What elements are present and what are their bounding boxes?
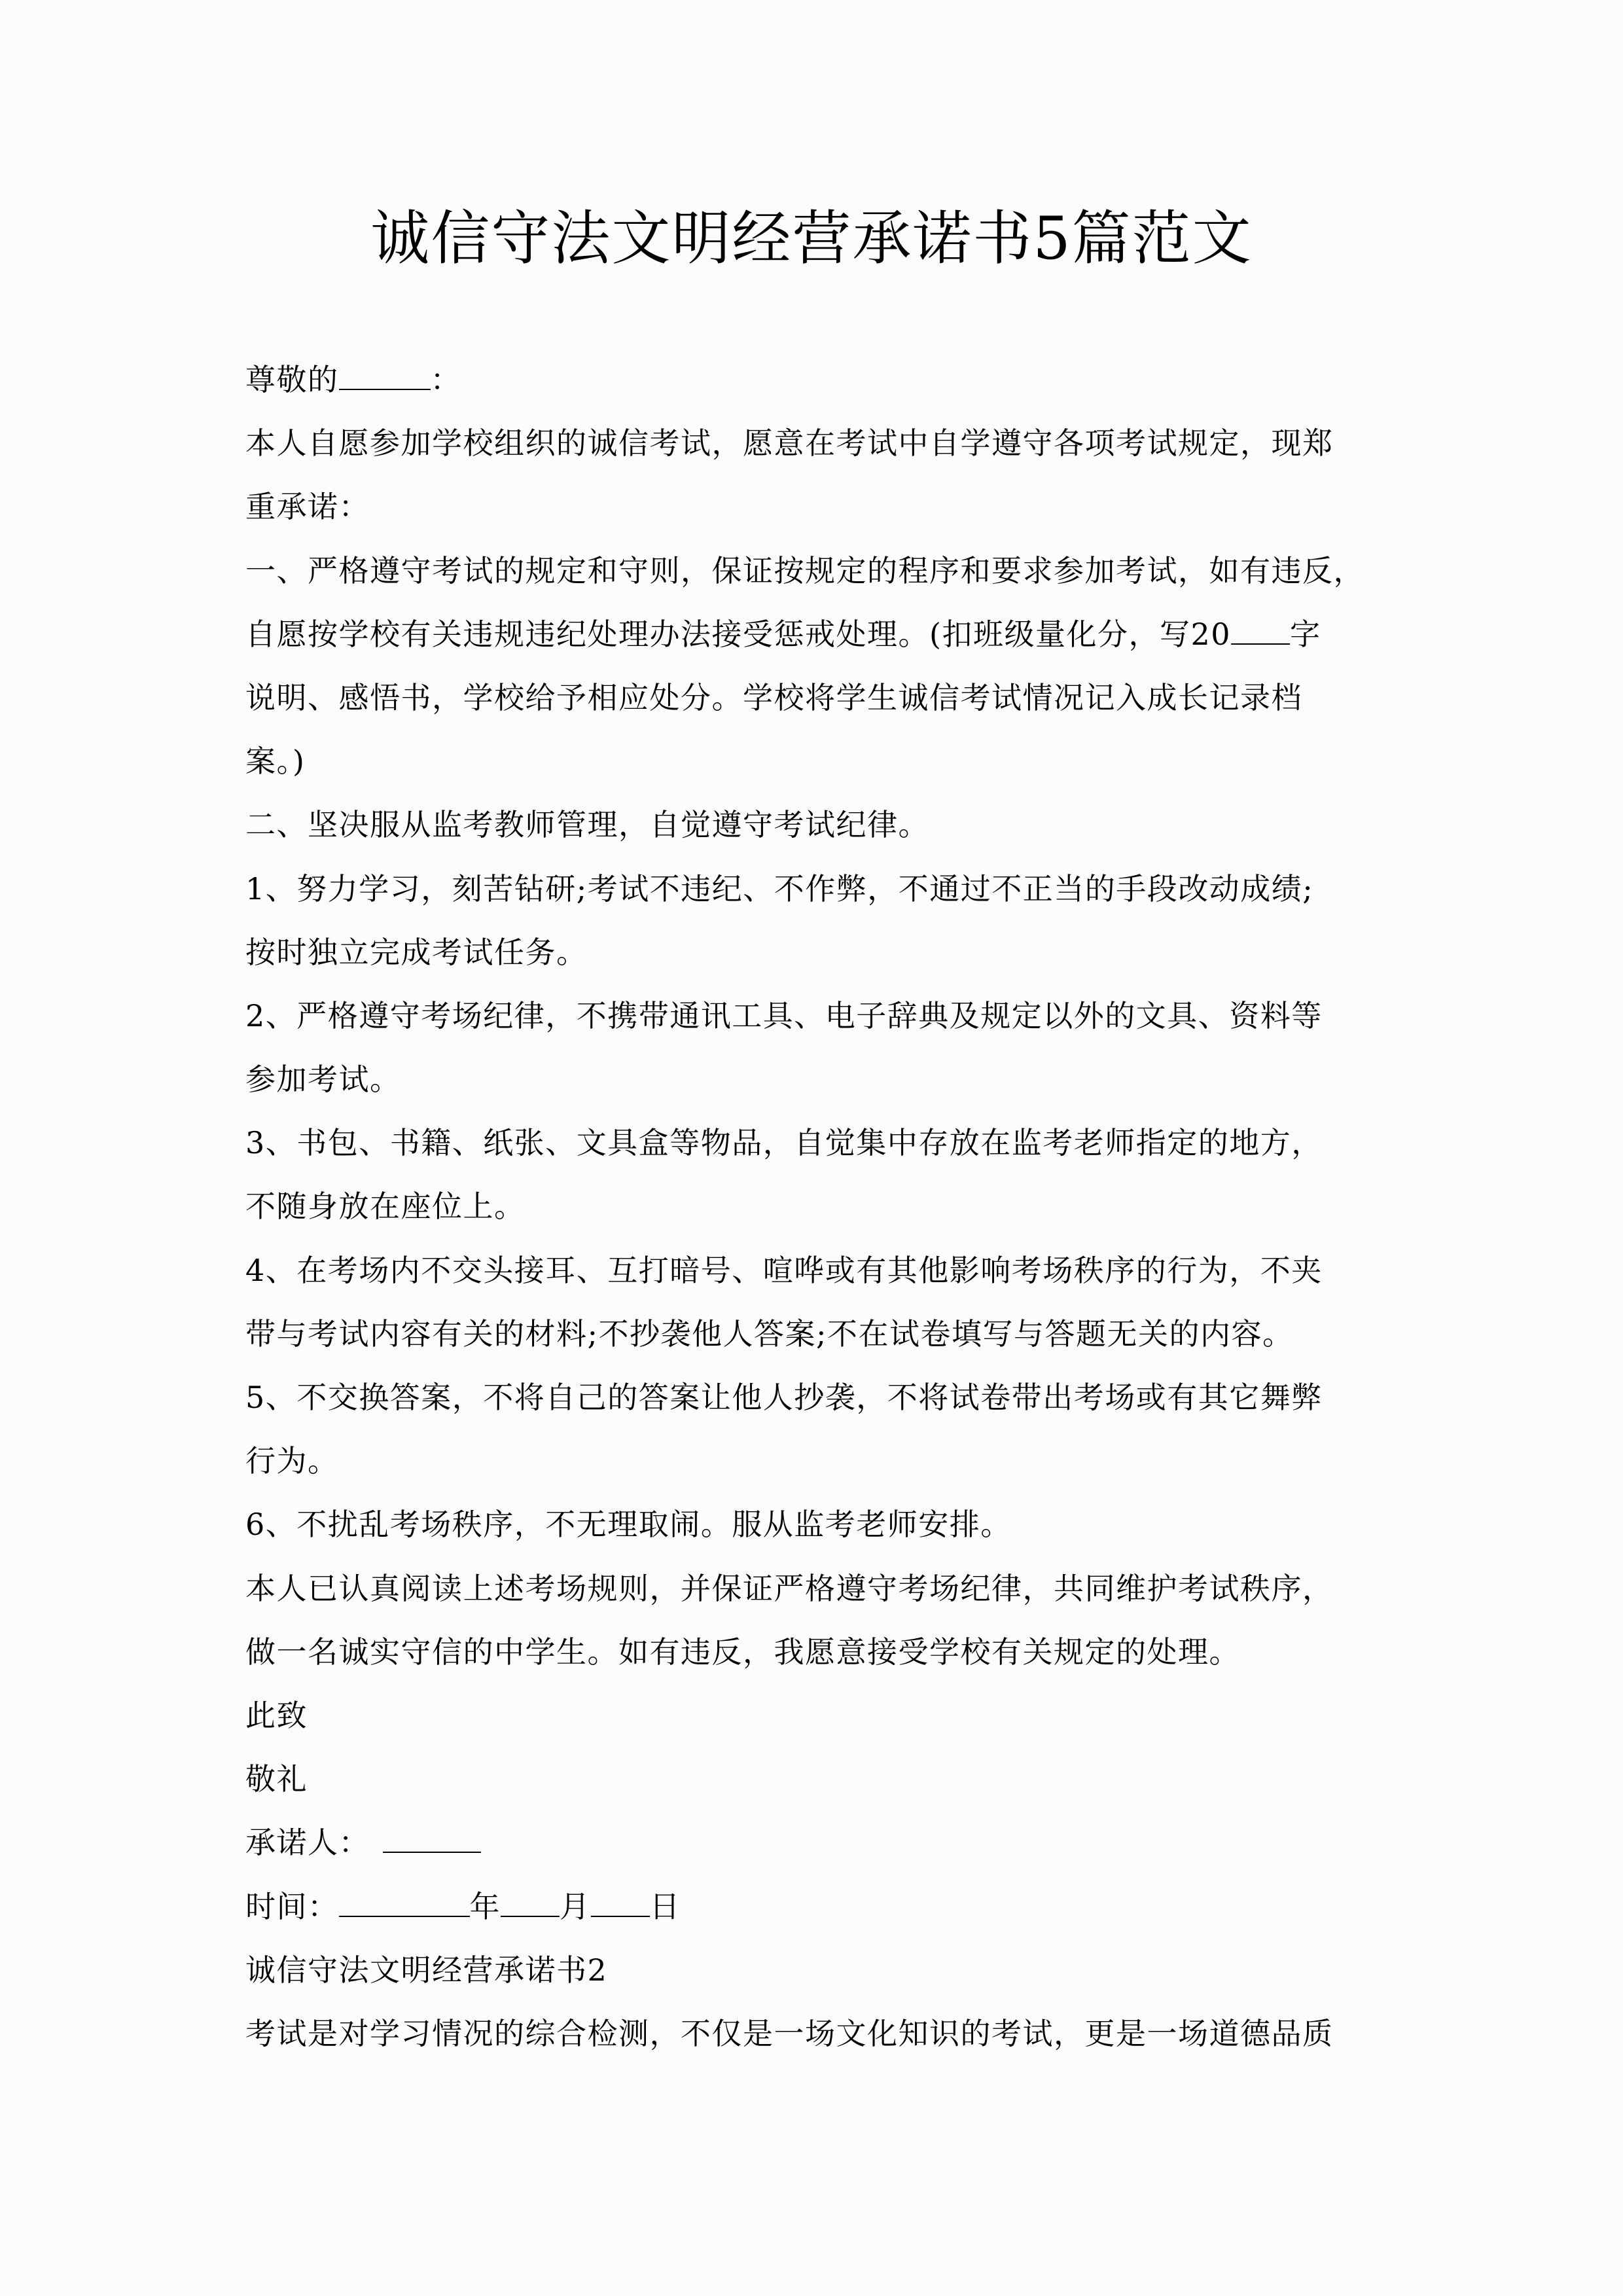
rule-6-line-1: 6、不扰乱考场秩序，不无理取闹。服从监考老师安排。 [245, 1507, 1012, 1543]
salutation-line [245, 348, 1384, 412]
clause-2: 二、坚决服从监考教师管理，自觉遵守考试纪律。 [245, 807, 929, 843]
promisor-line [245, 1811, 1384, 1874]
rule-1-line-2: 按时独立完成考试任务。 [245, 934, 588, 970]
clause-1-line-1: 一、严格遵守考试的规定和守则，保证按规定的程序和要求参加考试，如有违反， [245, 552, 1364, 588]
clause-1-line-2-suffix: 字 [1289, 616, 1321, 652]
conclusion-line-2: 做一名诚实守信的中学生。如有违反，我愿意接受学校有关规定的处理。 [245, 1634, 1240, 1670]
section-2-first-line: 考试是对学习情况的综合检测，不仅是一场文化知识的考试，更是一场道德品质 [245, 2015, 1334, 2051]
month-label: 月 [560, 1888, 591, 1924]
word-count-blank [1231, 617, 1290, 645]
day-label: 日 [649, 1888, 681, 1924]
salutation-suffix: ： [430, 362, 461, 397]
date-label: 时间： [245, 1888, 339, 1924]
year-label: 年 [469, 1888, 501, 1924]
document-body [245, 348, 1384, 2066]
day-blank [591, 1890, 650, 1917]
rule-4-line-2: 带与考试内容有关的材料;不抄袭他人答案;不在试卷填写与答题无关的内容。 [245, 1316, 1294, 1352]
salutation-prefix: 尊敬的 [245, 362, 339, 397]
promisor-blank [383, 1825, 481, 1853]
rule-5-line-2: 行为。 [245, 1443, 339, 1479]
closing-1: 此致 [245, 1697, 308, 1733]
year-blank [339, 1890, 470, 1917]
rule-1-line-1: 1、努力学习，刻苦钻研;考试不违纪、不作弊，不通过不正当的手段改动成绩; [245, 870, 1314, 906]
clause-1-line-2-prefix: 自愿按学校有关违规违纪处理办法接受惩戒处理。(扣班级量化分，写20 [245, 616, 1231, 652]
rule-3-line-2: 不随身放在座位上。 [245, 1189, 526, 1225]
clause-1-line-2 [245, 603, 1384, 666]
intro-line-2: 重承诺： [245, 489, 370, 525]
clause-1-line-4: 案。) [245, 744, 306, 780]
clause-1-line-3: 说明、感悟书，学校给予相应处分。学校将学生诚信考试情况记入成长记录档 [245, 679, 1302, 715]
conclusion-line-1: 本人已认真阅读上述考场规则，并保证严格遵守考场纪律，共同维护考试秩序， [245, 1570, 1334, 1606]
rule-2-line-2: 参加考试。 [245, 1062, 401, 1098]
closing-2: 敬礼 [245, 1761, 308, 1797]
salutation-blank [339, 363, 431, 390]
section-2-heading: 诚信守法文明经营承诺书2 [245, 1952, 608, 1988]
promisor-label: 承诺人： [245, 1825, 370, 1861]
rule-4-line-1: 4、在考场内不交头接耳、互打暗号、喧哗或有其他影响考场秩序的行为，不夹 [245, 1252, 1323, 1288]
rule-5-line-1: 5、不交换答案，不将自己的答案让他人抄袭，不将试卷带出考场或有其它舞弊 [245, 1380, 1323, 1415]
rule-3-line-1: 3、书包、书籍、纸张、文具盒等物品，自觉集中存放在监考老师指定的地方， [245, 1125, 1323, 1161]
document-title: 诚信守法文明经营承诺书5篇范文 [370, 204, 1253, 273]
intro-line-1: 本人自愿参加学校组织的诚信考试，愿意在考试中自学遵守各项考试规定，现郑 [245, 425, 1334, 461]
rule-2-line-1: 2、严格遵守考场纪律，不携带通讯工具、电子辞典及规定以外的文具、资料等 [245, 997, 1323, 1033]
date-line [245, 1875, 1384, 1939]
month-blank [501, 1890, 560, 1917]
